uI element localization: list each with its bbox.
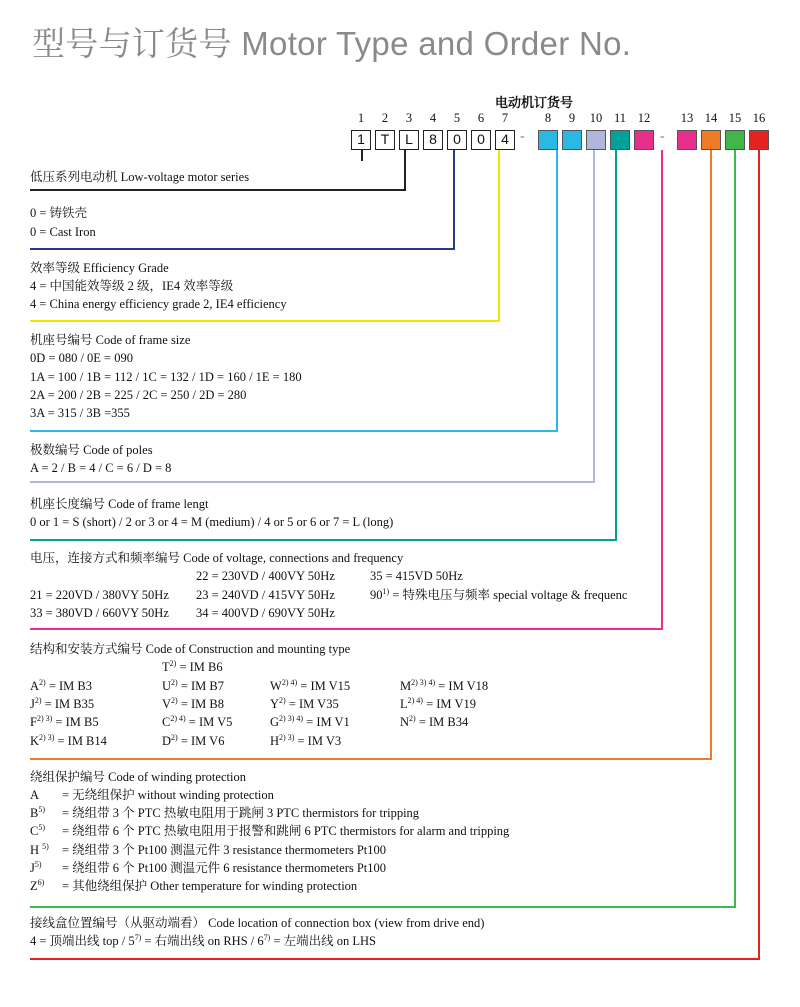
efficiency-line-1: 4 = 中国能效等级 2 级，IE4 效率等级 [30,279,234,293]
frame-size-line-3: 2A = 200 / 2B = 225 / 2C = 250 / 2D = 280 [30,388,247,402]
divider-series [30,189,406,191]
code-box: 8 [423,130,443,150]
connector-winding [734,150,736,908]
divider-connection-box [30,958,760,960]
section-heading-poles: 极数编号 Code of poles [30,443,153,457]
winding-description: = 绕组带 3 个 Pt100 测温元件 3 resistance thermometers Pt100 [62,843,387,857]
position-number: 4 [429,111,437,125]
position-number: 14 [704,111,718,125]
separator-dash: - [660,129,665,144]
divider-winding [30,906,736,908]
connector-series-tick [361,150,363,161]
section-heading-voltage: 电压，连接方式和频率编号 Code of voltage, connections and frequency [30,551,404,565]
frame-size-line-2: 1A = 100 / 1B = 112 / 1C = 132 / 1D = 160 / 1E = 180 [30,370,302,384]
code-box: 1 [351,130,371,150]
winding-description: = 其他绕组保护 Other temperature for winding protection [62,879,358,893]
position-number: 15 [728,111,742,125]
mounting-code: $M^{2) 3) 4)}$ = IM V18 [400,678,489,693]
section-heading-mounting: 结构和安装方式编号 Code of Construction and mounting type [30,642,351,656]
code-box-connection [725,130,745,150]
winding-description: = 绕组带 6 个 Pt100 测温元件 6 resistance thermometers Pt100 [62,861,387,875]
section-heading-efficiency: 效率等级 Efficiency Grade [30,261,169,275]
section-heading-winding: 绕组保护编号 Code of winding protection [30,770,246,784]
connector-mounting [710,150,712,760]
code-box-frame-size [538,130,558,150]
code-box-poles [586,130,606,150]
mounting-code: $D^{2)}$ = IM V6 [162,733,225,748]
connector-voltage [661,150,663,630]
position-number: 3 [405,111,413,125]
mounting-code: $W^{2) 4)}$ = IM V15 [270,678,351,693]
mounting-code: $N^{2)}$ = IM B34 [400,714,469,729]
frame-size-line-1: 0D = 080 / 0E = 090 [30,351,133,365]
divider-cast-iron [30,248,455,250]
winding-code: $J^{5)}$ [30,860,42,875]
divider-efficiency [30,320,500,322]
winding-description: = 绕组带 3 个 PTC 热敏电阻用于跳闸 3 PTC thermistors for tripping [62,806,420,820]
position-number: 16 [752,111,766,125]
mounting-code: $T^{2)}$ = IM B6 [162,659,223,674]
mounting-code: $H^{2) 3)}$ = IM V3 [270,733,342,748]
mounting-code: $F^{2) 3)}$ = IM B5 [30,714,99,729]
mounting-code: $G^{2) 3) 4)}$ = IM V1 [270,714,350,729]
mounting-code: $K^{2) 3)}$ = IM B14 [30,733,107,748]
code-box-frame-length [610,130,630,150]
connector-frame-size [556,150,558,432]
code-box: 4 [495,130,515,150]
frame-size-line-4: 3A = 315 / 3B =355 [30,406,130,420]
winding-code: $Z^{6)}$ [30,878,45,893]
code-box-voltage [634,130,654,150]
code-box: 0 [447,130,467,150]
voltage-code-34: 34 = 400VD / 690VY 50Hz [196,606,335,620]
connector-cast-iron [453,150,455,250]
position-number: 6 [477,111,485,125]
position-number: 13 [680,111,694,125]
voltage-code-35: 35 = 415VD 50Hz [370,569,463,583]
mounting-code: $Y^{2)}$ = IM V35 [270,696,339,711]
code-box-extra [749,130,769,150]
order-number-label: 电动机订货号 [494,95,573,110]
position-number: 5 [453,111,461,125]
voltage-code-22: 22 = 230VD / 400VY 50Hz [196,569,335,583]
connector-series [404,150,406,191]
position-number: 2 [381,111,389,125]
section-heading-frame-length: 机座长度编号 Code of frame lengt [30,497,209,511]
code-box-winding [701,130,721,150]
position-number: 10 [589,111,603,125]
frame-length-line-1: 0 or 1 = S (short) / 2 or 3 or 4 = M (medium) / 4 or 5 or 6 or 7 = L (long) [30,515,394,529]
winding-description: = 绕组带 6 个 PTC 热敏电阻用于报警和跳闸 6 PTC thermistors for alarm and tripping [62,824,510,838]
cast-iron-line-1: 0 = 铸铁壳 [30,206,88,220]
connection-box-line: 4 = 顶端出线 top / $5^{7)}$ = 右端出线 on RHS / $6^{7)}$ = 左端出线 on LHS [30,933,376,948]
position-number: 7 [501,111,509,125]
position-number: 9 [568,111,576,125]
poles-line-1: A = 2 / B = 4 / C = 6 / D = 8 [30,461,172,475]
mounting-code: $V^{2)}$ = IM B8 [162,696,224,711]
code-box-mounting [677,130,697,150]
divider-frame-size [30,430,558,432]
winding-code: $B^{5)}$ [30,805,46,820]
position-number: 1 [357,111,365,125]
voltage-code-33: 33 = 380VD / 660VY 50Hz [30,606,169,620]
position-number: 12 [637,111,651,125]
code-box: L [399,130,419,150]
cast-iron-line-2: 0 = Cast Iron [30,225,96,239]
code-box-frame-size [562,130,582,150]
winding-description: = 无绕组保护 without winding protection [62,788,274,802]
position-number: 8 [544,111,552,125]
divider-frame-length [30,539,617,541]
separator-dash: - [520,129,525,144]
connector-frame-length [615,150,617,541]
section-heading-series: 低压系列电动机 Low-voltage motor series [30,170,250,184]
mounting-code: $L^{2) 4)}$ = IM V19 [400,696,476,711]
position-number: 11 [613,111,627,125]
divider-poles [30,481,595,483]
winding-code: $C^{5)}$ [30,823,46,838]
page-title: 型号与订货号 Motor Type and Order No. [32,25,632,62]
voltage-code-21: 21 = 220VD / 380VY 50Hz [30,588,169,602]
efficiency-line-2: 4 = China energy efficiency grade 2, IE4 efficiency [30,297,287,311]
section-heading-frame-size: 机座号编号 Code of frame size [30,333,191,347]
connector-connection-box [758,150,760,960]
mounting-code: $J^{2)}$ = IM B35 [30,696,95,711]
code-box: T [375,130,395,150]
mounting-code: $A^{2)}$ = IM B3 [30,678,92,693]
voltage-code-23: 23 = 240VD / 415VY 50Hz [196,588,335,602]
connector-poles [593,150,595,483]
mounting-code: $U^{2)}$ = IM B7 [162,678,224,693]
voltage-code-90: $90^{1)}$ = 特殊电压与频率 special voltage & frequenc [370,587,628,602]
section-heading-connection-box: 接线盒位置编号（从驱动端看） Code location of connection box (view from drive end) [30,916,485,930]
mounting-code: $C^{2) 4)}$ = IM V5 [162,714,233,729]
divider-voltage [30,628,663,630]
winding-code: A [30,788,40,802]
divider-mounting [30,758,712,760]
winding-code: H $^{5)}$ [30,842,49,857]
code-box: 0 [471,130,491,150]
connector-efficiency [498,150,500,322]
